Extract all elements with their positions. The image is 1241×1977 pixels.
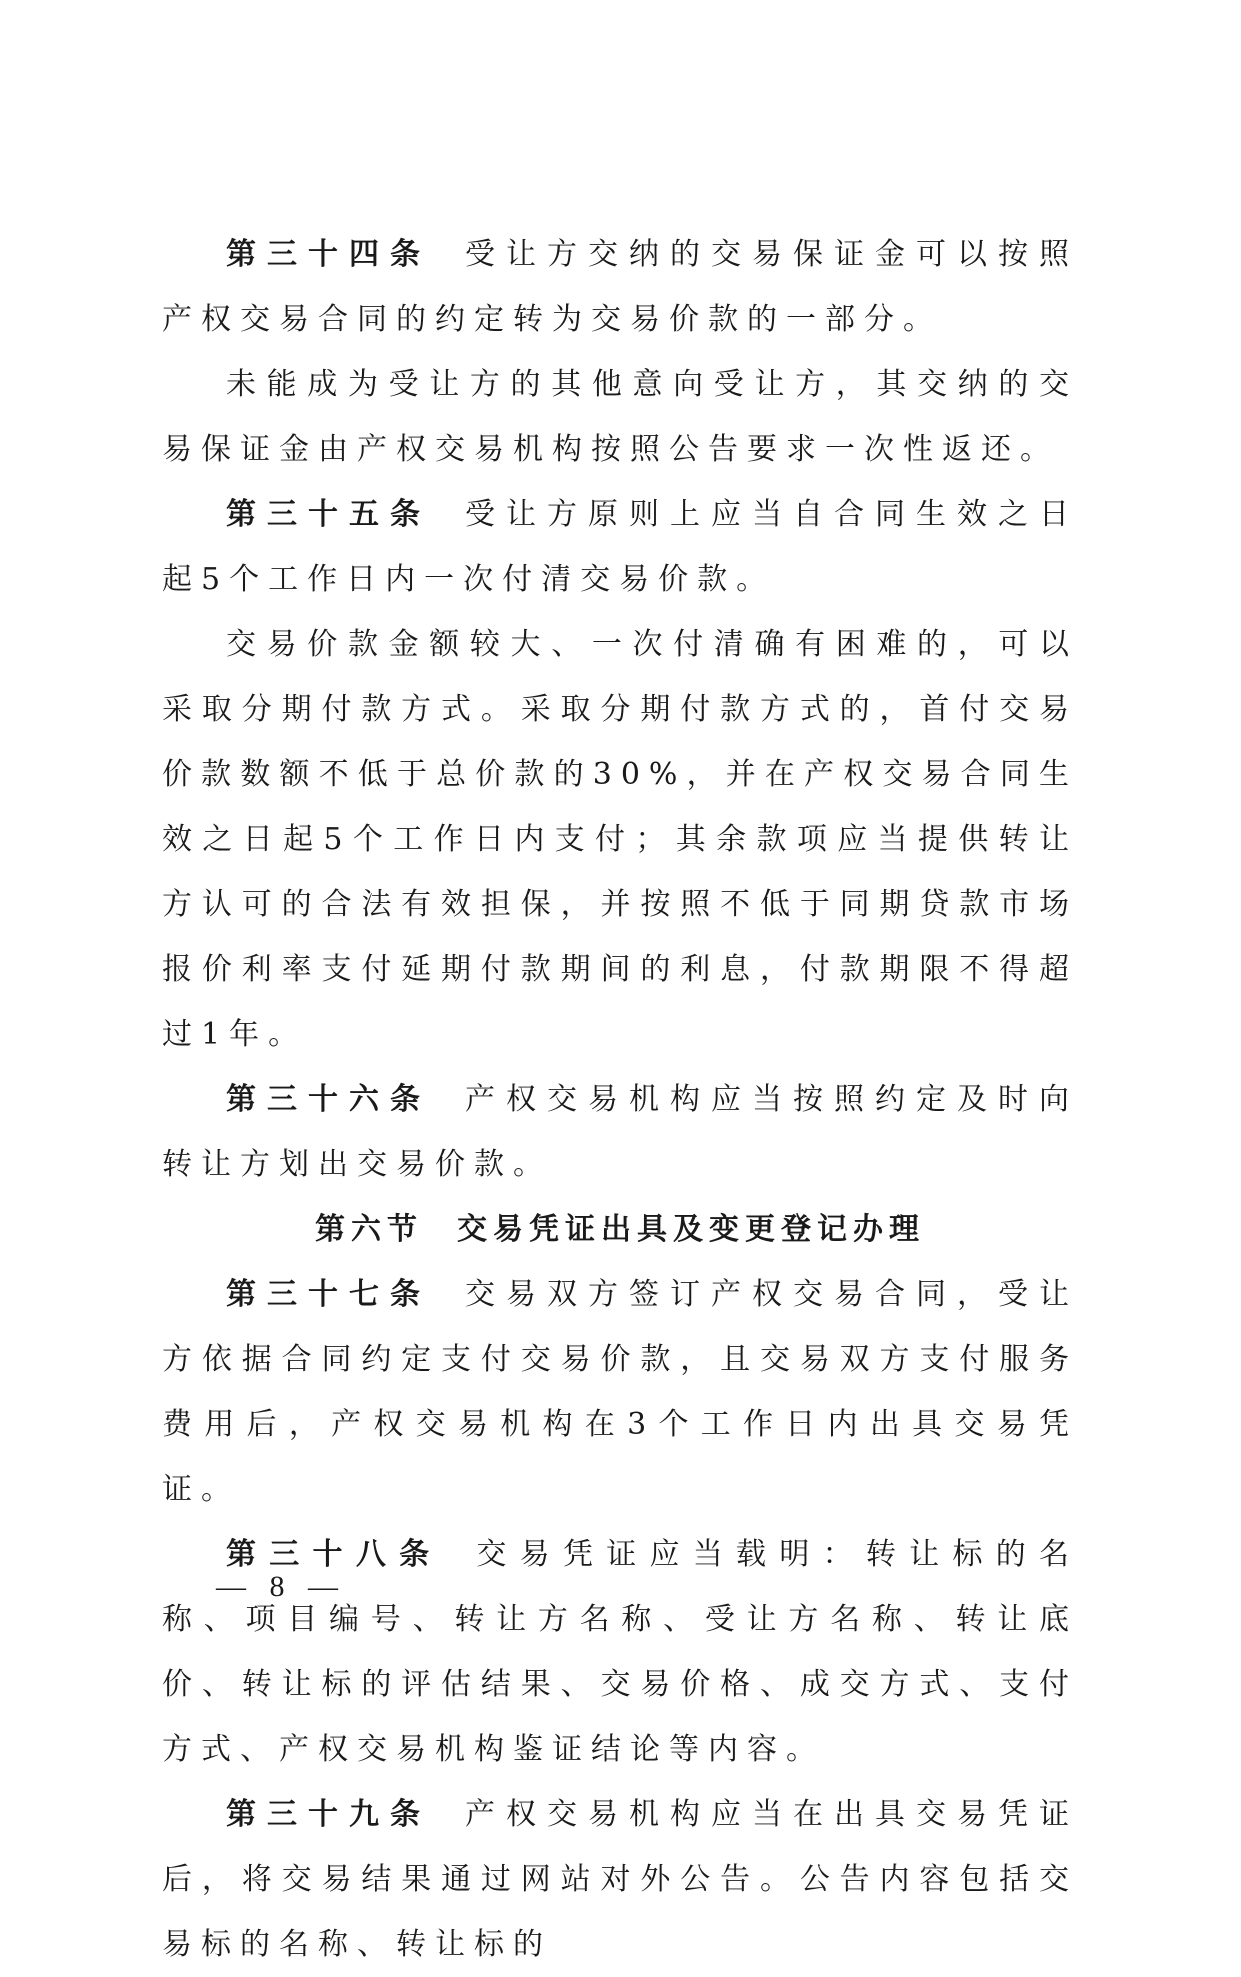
article-text: 受让方交纳的交易保证金可以按照产权交易合同的约定转为交易价款的一部分。: [162, 237, 1078, 337]
article-text: 产权交易机构应当在出具交易凭证后，将交易结果通过网站对外公告。公告内容包括交易标的名称、转让标的: [162, 1797, 1078, 1962]
article-number: 第三十四条: [226, 237, 431, 272]
article-text: 交易价款金额较大、一次付清确有困难的，可以采取分期付款方式。采取分期付款方式的，首付交易价款数额不低于总价款的30%，并在产权交易合同生效之日起5个工作日内支付；其余款项应当提供转让方认可的合法有效担保，并按照不低于同期贷款市场报价利率支付延期付款期间的利息，付款期限不得超过1年。: [162, 627, 1078, 1052]
article-text: 交易双方签订产权交易合同，受让方依据合同约定支付交易价款，且交易双方支付服务费用后，产权交易机构在3个工作日内出具交易凭证。: [162, 1277, 1078, 1507]
article-text: 受让方原则上应当自合同生效之日起5个工作日内一次付清交易价款。: [162, 497, 1078, 597]
page-number: — 8 —: [216, 1570, 346, 1603]
section-number: 第六节: [315, 1212, 423, 1247]
article-34: [162, 222, 1078, 352]
article-39: [162, 1782, 1078, 1977]
article-text: 未能成为受让方的其他意向受让方，其交纳的交易保证金由产权交易机构按照公告要求一次性返还。: [162, 367, 1078, 467]
article-text: 交易凭证应当载明：转让标的名称、项目编号、转让方名称、受让方名称、转让底价、转让标的评估结果、交易价格、成交方式、支付方式、产权交易机构鉴证结论等内容。: [162, 1537, 1079, 1767]
section-title: 交易凭证出具及变更登记办理: [457, 1212, 925, 1247]
article-text: 产权交易机构应当按照约定及时向转让方划出交易价款。: [162, 1082, 1078, 1182]
document-page: [162, 222, 1078, 1977]
section-heading: [162, 1197, 1078, 1262]
article-number: 第三十八条: [226, 1537, 443, 1572]
article-35-paragraph-2: [162, 612, 1078, 1067]
article-35: [162, 482, 1078, 612]
article-number: 第三十九条: [226, 1797, 431, 1832]
article-number: 第三十五条: [226, 497, 431, 532]
article-number: 第三十六条: [226, 1082, 431, 1117]
article-number: 第三十七条: [226, 1277, 431, 1312]
article-36: [162, 1067, 1078, 1197]
article-38: [162, 1522, 1078, 1782]
article-34-paragraph-2: [162, 352, 1078, 482]
article-37: [162, 1262, 1078, 1522]
